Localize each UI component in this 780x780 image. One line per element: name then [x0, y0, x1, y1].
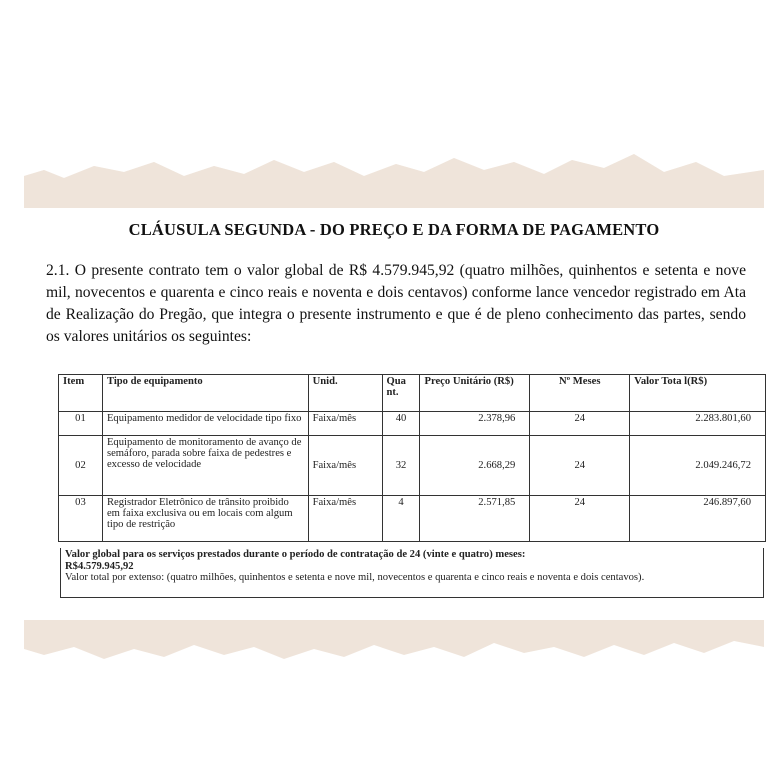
header-quant: Qua nt.: [382, 375, 420, 412]
torn-edge-top: [24, 132, 764, 212]
cell-valor: 2.283.801,60: [630, 412, 766, 436]
cell-tipo: Registrador Eletrônico de trânsito proibido em faixa exclusiva ou em locais com algum tipo de restrição: [102, 496, 308, 542]
cell-tipo: Equipamento de monitoramento de avanço de semáforo, parada sobre faixa de pedestres e excesso de velocidade: [102, 436, 308, 496]
header-item: Item: [59, 375, 103, 412]
clause-title: CLÁUSULA SEGUNDA - DO PREÇO E DA FORMA DE PAGAMENTO: [128, 220, 660, 239]
document-page: [24, 208, 764, 620]
cell-unid: Faixa/mês: [308, 436, 382, 496]
cell-valor: 2.049.246,72: [630, 436, 766, 496]
total-summary-box: [60, 548, 764, 598]
cell-meses: 24: [530, 436, 630, 496]
header-valor: Valor Tota l(R$): [630, 375, 766, 412]
cell-quant: 4: [382, 496, 420, 542]
cell-unid: Faixa/mês: [308, 496, 382, 542]
header-unid: Unid.: [308, 375, 382, 412]
cell-item: 02: [59, 436, 103, 496]
cell-meses: 24: [530, 412, 630, 436]
cell-quant: 32: [382, 436, 420, 496]
cell-unid: Faixa/mês: [308, 412, 382, 436]
table-row: [59, 436, 766, 496]
cell-quant: 40: [382, 412, 420, 436]
cell-item: 01: [59, 412, 103, 436]
clause-paragraph: 2.1. O presente contrato tem o valor global de R$ 4.579.945,92 (quatro milhões, quinhentos e setenta e nove mil, novecentos e quarenta e cinco reais e noventa e dois centavos) conforme lance vencedor registrado em Ata de Realização do Pregão, que integra o presente instrumento e que é de pleno conhecimento das partes, sendo os valores unitários os seguintes:: [46, 262, 746, 345]
cell-valor: 246.897,60: [630, 496, 766, 542]
table-row: [59, 412, 766, 436]
global-value-amount: R$4.579.945,92: [65, 560, 134, 572]
header-meses: Nº Meses: [530, 375, 630, 412]
header-tipo: Tipo de equipamento: [102, 375, 308, 412]
global-value-label: Valor global para os serviços prestados durante o período de contratação de 24 (vinte e quatro) meses:: [65, 549, 526, 560]
cell-item: 03: [59, 496, 103, 542]
price-table: [58, 374, 766, 542]
cell-tipo: Equipamento medidor de velocidade tipo fixo: [102, 412, 308, 436]
cell-meses: 24: [530, 496, 630, 542]
cell-preco: 2.668,29: [420, 436, 530, 496]
cell-preco: 2.571,85: [420, 496, 530, 542]
table-header-row: [59, 375, 766, 412]
total-in-words: Valor total por extenso: (quatro milhões, quinhentos e setenta e nove mil, novecentos e quarenta e cinco reais e noventa e dois centavos).: [65, 572, 645, 583]
header-preco: Preço Unitário (R$): [420, 375, 530, 412]
table-row: [59, 496, 766, 542]
cell-preco: 2.378,96: [420, 412, 530, 436]
